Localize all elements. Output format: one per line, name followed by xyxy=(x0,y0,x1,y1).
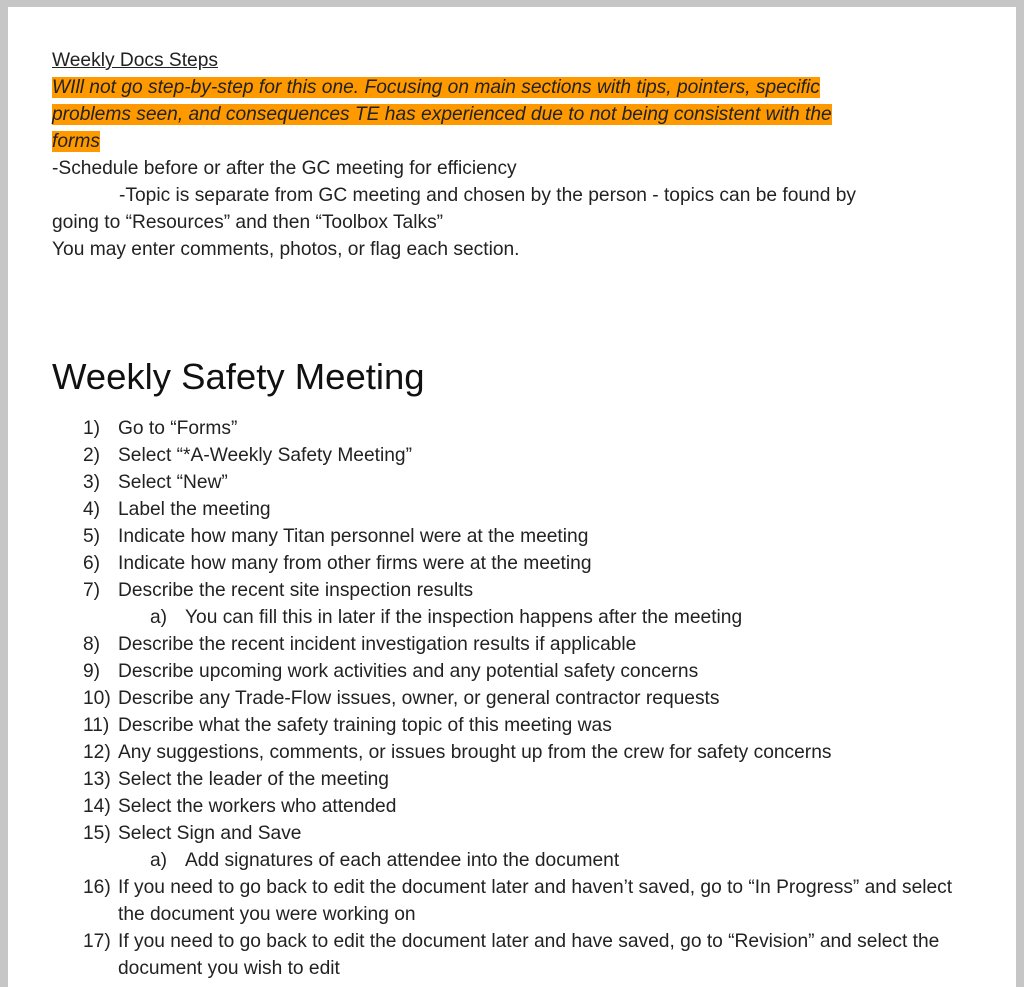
step-text: If you need to go back to edit the document later and haven’t saved, go to “In Progress” and select the document you were working on xyxy=(118,877,953,925)
step-text: Add signatures of each attendee into the document xyxy=(185,850,620,871)
step-item xyxy=(83,712,963,739)
step-number: 9) xyxy=(83,661,101,682)
step-item xyxy=(83,820,963,847)
step-item xyxy=(83,415,963,442)
step-item xyxy=(83,550,963,577)
step-number: 16) xyxy=(83,877,111,898)
step-item xyxy=(83,442,963,469)
step-text: Select “New” xyxy=(118,472,228,493)
comments-note: You may enter comments, photos, or flag each section. xyxy=(52,239,520,260)
step-text: Describe the recent site inspection results xyxy=(118,580,474,601)
step-number: 4) xyxy=(83,499,101,520)
step-text: Select the leader of the meeting xyxy=(118,769,389,790)
highlighted-note xyxy=(52,74,952,155)
step-number: 7) xyxy=(83,580,101,601)
step-number: 12) xyxy=(83,742,111,763)
sub-step-item xyxy=(83,604,963,631)
step-number: 3) xyxy=(83,472,101,493)
step-number: 13) xyxy=(83,769,111,790)
step-item xyxy=(83,766,963,793)
document-page xyxy=(8,7,1016,987)
step-text: Select “*A-Weekly Safety Meeting” xyxy=(118,445,412,466)
topic-note-continued: going to “Resources” and then “Toolbox Talks” xyxy=(52,212,444,233)
steps-list xyxy=(83,415,963,982)
step-text: Any suggestions, comments, or issues brought up from the crew for safety concerns xyxy=(118,742,832,763)
step-item xyxy=(83,685,963,712)
step-text: Go to “Forms” xyxy=(118,418,238,439)
step-item xyxy=(83,523,963,550)
step-item xyxy=(83,928,963,982)
step-number: a) xyxy=(150,607,168,628)
step-number: a) xyxy=(150,850,168,871)
step-item xyxy=(83,577,963,604)
step-number: 5) xyxy=(83,526,101,547)
topic-note: -Topic is separate from GC meeting and chosen by the person - topics can be found by xyxy=(119,185,856,206)
highlight-line: forms xyxy=(52,131,100,152)
step-item xyxy=(83,631,963,658)
step-number: 6) xyxy=(83,553,101,574)
step-text: Select the workers who attended xyxy=(118,796,397,817)
step-text: Describe the recent incident investigation results if applicable xyxy=(118,634,637,655)
step-item xyxy=(83,658,963,685)
step-text: If you need to go back to edit the document later and have saved, go to “Revision” and select the document you wish to edit xyxy=(118,931,940,979)
step-number: 17) xyxy=(83,931,111,952)
step-text: Describe upcoming work activities and any potential safety concerns xyxy=(118,661,699,682)
sub-step-item xyxy=(83,847,963,874)
step-number: 14) xyxy=(83,796,111,817)
step-number: 10) xyxy=(83,688,111,709)
step-item xyxy=(83,739,963,766)
schedule-note: -Schedule before or after the GC meeting for efficiency xyxy=(52,158,517,179)
step-text: Indicate how many from other firms were at the meeting xyxy=(118,553,592,574)
intro-block xyxy=(52,47,952,263)
step-number: 11) xyxy=(83,715,110,736)
section-heading: Weekly Safety Meeting xyxy=(52,356,425,397)
step-text: Indicate how many Titan personnel were at the meeting xyxy=(118,526,589,547)
step-text: Describe what the safety training topic of this meeting was xyxy=(118,715,612,736)
step-text: Select Sign and Save xyxy=(118,823,302,844)
highlight-line: WIll not go step-by-step for this one. Focusing on main sections with tips, pointers, specific xyxy=(52,77,820,98)
step-item xyxy=(83,496,963,523)
step-text: Describe any Trade-Flow issues, owner, or general contractor requests xyxy=(118,688,720,709)
intro-title: Weekly Docs Steps xyxy=(52,50,218,71)
step-item xyxy=(83,793,963,820)
step-number: 15) xyxy=(83,823,111,844)
step-number: 1) xyxy=(83,418,101,439)
step-text: Label the meeting xyxy=(118,499,271,520)
highlight-line: problems seen, and consequences TE has experienced due to not being consistent with the xyxy=(52,104,832,125)
step-number: 2) xyxy=(83,445,101,466)
step-text: You can fill this in later if the inspection happens after the meeting xyxy=(185,607,743,628)
step-number: 8) xyxy=(83,634,101,655)
step-item xyxy=(83,874,963,928)
step-item xyxy=(83,469,963,496)
